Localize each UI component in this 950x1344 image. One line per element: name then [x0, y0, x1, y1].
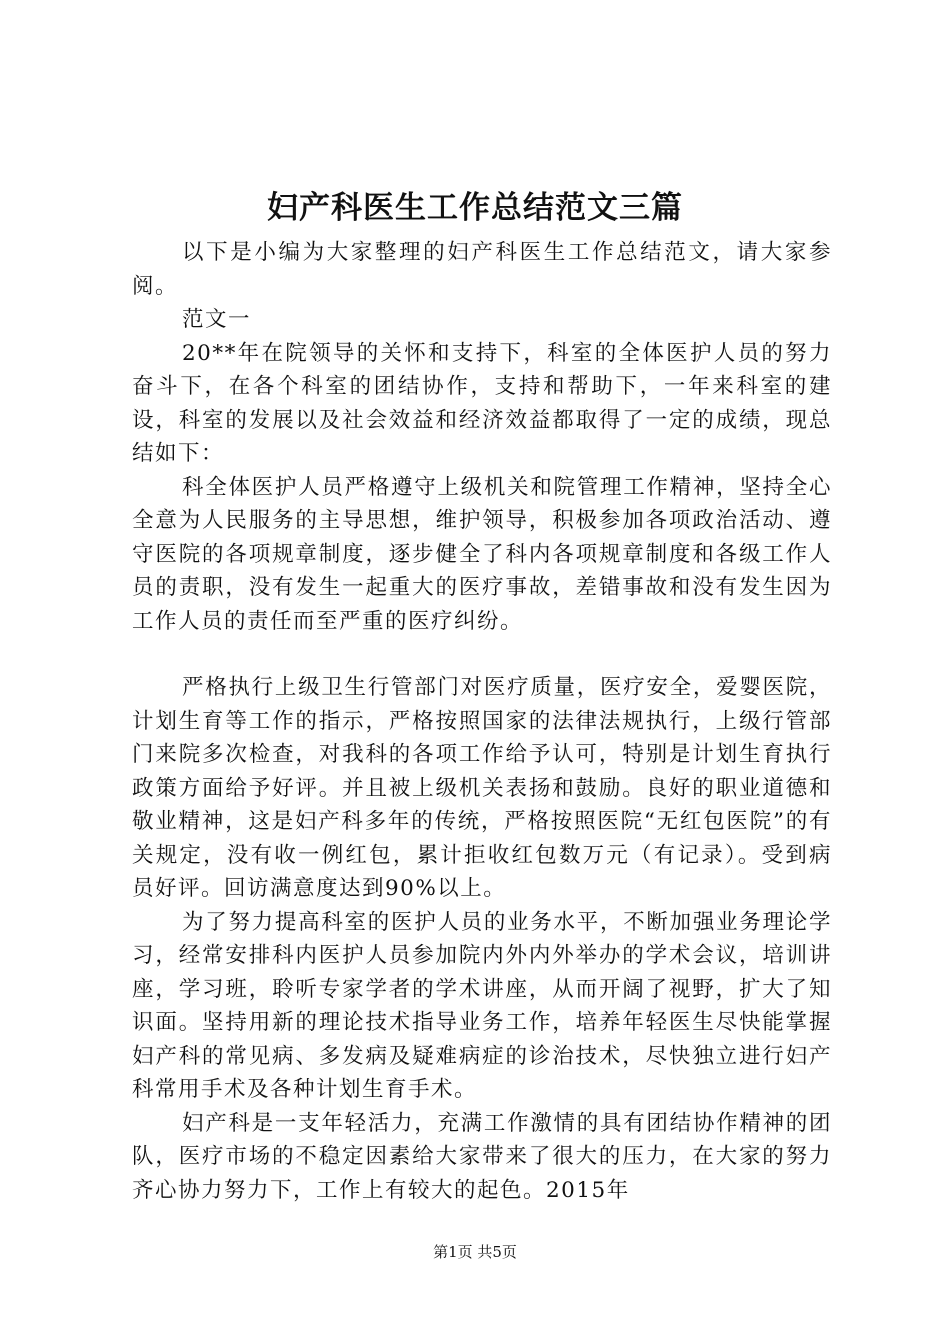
paragraph-5: 妇产科是一支年轻活力，充满工作激情的具有团结协作精神的团队，医疗市场的不稳定因素给大家带来了很大的压力，在大家的努力齐心协力努力下，工作上有较大的起色。2015年 — [132, 1110, 832, 1203]
document-title: 妇产科医生工作总结范文三篇 — [267, 190, 683, 226]
document-body — [132, 236, 832, 1207]
page-number-footer: 第1页 共5页 — [433, 1243, 517, 1261]
paragraph-3: 严格执行上级卫生行管部门对医疗质量，医疗安全，爱婴医院，计划生育等工作的指示，严格按照国家的法律法规执行，上级行管部门来院多次检查，对我科的各项工作给予认可，特别是计划生育执行政策方面给予好评。并且被上级机关表扬和鼓励。良好的职业道德和敬业精神，这是妇产科多年的传统，严格按照医院“无红包医院”的有关规定，没有收一例红包，累计拒收红包数万元（有记录）。受到病员好评。回访满意度达到90%以上。 — [132, 675, 832, 901]
paragraph-intro: 以下是小编为大家整理的妇产科医生工作总结范文，请大家参阅。 — [132, 240, 832, 299]
paragraph-section-heading: 范文一 — [182, 307, 252, 332]
paragraph-4: 为了努力提高科室的医护人员的业务水平，不断加强业务理论学习，经常安排科内医护人员参加院内外内外举办的学术会议，培训讲座，学习班，聆听专家学者的学术讲座，从而开阔了视野，扩大了知识面。坚持用新的理论技术指导业务工作，培养年轻医生尽快能掌握妇产科的常见病、多发病及疑难病症的诊治技术，尽快独立进行妇产科常用手术及各种计划生育手术。 — [132, 909, 832, 1102]
paragraph-1: 20**年在院领导的关怀和支持下，科室的全体医护人员的努力奋斗下，在各个科室的团结协作，支持和帮助下，一年来科室的建设，科室的发展以及社会效益和经济效益都取得了一定的成绩，现总结如下： — [132, 340, 832, 466]
paragraph-spacer — [132, 638, 832, 671]
paragraph-2: 科全体医护人员严格遵守上级机关和院管理工作精神，坚持全心全意为人民服务的主导思想，维护领导，积极参加各项政治活动、遵守医院的各项规章制度，逐步健全了科内各项规章制度和各级工作人员的责职，没有发生一起重大的医疗事故，差错事故和没有发生因为工作人员的责任而至严重的医疗纠纷。 — [132, 474, 832, 634]
